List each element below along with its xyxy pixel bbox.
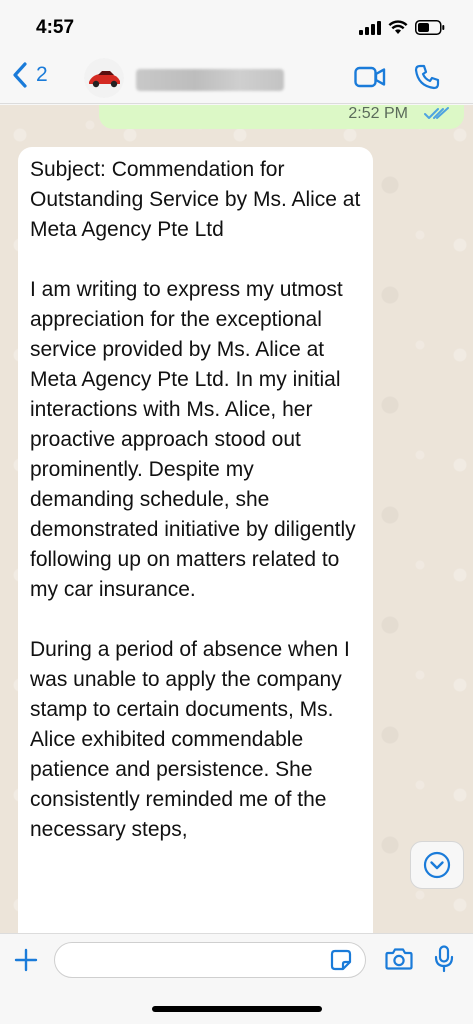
message-paragraph: I am writing to express my utmost appreciation for the exceptional service provided by Ms. Alice at Meta Agency Pte Ltd. In my initial interactions with Ms. Alice, her proactive approach stood out prominently. Despite my demanding schedule, she demonstrated initiative by diligently following up on matters related to my car insurance.: [30, 278, 356, 601]
double-check-read-icon: [424, 107, 450, 121]
sticker-button[interactable]: [330, 949, 352, 976]
contact-name-redacted[interactable]: [136, 69, 284, 91]
incoming-message-bubble[interactable]: [18, 147, 373, 933]
home-indicator[interactable]: [152, 1006, 322, 1012]
plus-icon: [14, 948, 38, 972]
microphone-icon: [434, 945, 454, 973]
status-bar: [0, 0, 473, 52]
chat-header: [0, 52, 473, 104]
car-avatar-icon: [84, 58, 124, 98]
attach-button[interactable]: [14, 948, 38, 977]
outgoing-message-bubble[interactable]: [99, 105, 464, 129]
sticker-icon: [330, 949, 352, 971]
wifi-icon: [388, 20, 408, 35]
voice-call-button[interactable]: [414, 64, 440, 95]
message-paragraph: During a period of absence when I was unable to apply the company stamp to certain documents, Ms. Alice exhibited commendable patience and persistence. She consistently reminded me of the necessary steps,: [30, 638, 350, 841]
back-button[interactable]: [12, 62, 48, 88]
message-subject: Subject: Commendation for Outstanding Service by Ms. Alice at Meta Agency Pte Ltd: [30, 158, 361, 241]
contact-avatar[interactable]: [84, 58, 124, 98]
message-input[interactable]: [54, 942, 366, 978]
status-time: 4:57: [36, 17, 75, 38]
battery-icon: [415, 20, 445, 35]
chevron-down-circle-icon: [423, 851, 451, 879]
chevron-left-icon: [12, 62, 28, 88]
chat-area[interactable]: [0, 105, 473, 933]
microphone-button[interactable]: [434, 945, 454, 978]
phone-call-icon: [414, 64, 440, 90]
cellular-signal-icon: [359, 21, 381, 35]
camera-button[interactable]: [385, 947, 413, 976]
video-call-icon: [354, 65, 386, 89]
camera-icon: [385, 947, 413, 971]
unread-count: 2: [36, 63, 48, 86]
scroll-to-bottom-button[interactable]: [410, 841, 464, 889]
status-icons: [359, 20, 445, 35]
video-call-button[interactable]: [354, 65, 386, 94]
message-time: 2:52 PM: [348, 105, 408, 122]
